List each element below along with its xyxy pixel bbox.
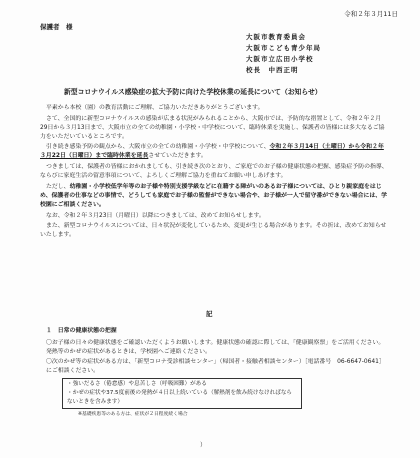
footnote: ※基礎疾患等のある方は、症状が２日程度続く場合	[78, 412, 188, 418]
text-run: ただし、	[46, 183, 70, 190]
cut-off-fragment: ）	[200, 442, 207, 449]
addressee: 保護者 様	[40, 23, 73, 31]
issue-date: 令和２年３月11日	[344, 10, 398, 18]
closure-period: 令和２年３月14日（土曜日）から令和２年３月22日（日曜日）まで臨時休業を延長	[40, 144, 384, 160]
document-title: 新型コロナウイルス感染症の拡大予防に向けた学校休業の延長について（お知らせ）	[64, 88, 322, 96]
principal-name: 校長 中西正明	[246, 66, 299, 74]
notice-body	[40, 104, 388, 242]
list-item: 〇次のかぜ等の症状がある方は、「新型コロナ受診相談センター」（帰国者・接触者相談センター）［電話番号 06-6647-0641］にご相談ください。	[46, 359, 385, 375]
symptom-box	[62, 378, 302, 409]
special-needs-notice: 幼稚園・小学校低学年等のお子様や特別支援学級などに在籍する障がいのあるお子様については、ひとり親家庭をはじめ、保護者の仕事などの事情で、どうしても家庭でお子様の監督ができない場合や、お子様が一人で留守番ができない場合には、学校園にご相談ください。	[40, 183, 388, 208]
list-item: 〇お子様の日々の健康状態をご確認いただくようお願いします。健康状態の確認に際しては、「健康観察票」をご活用ください。発熱等のかぜの症状があるときは、学校園へご連絡ください。	[46, 340, 385, 356]
symptom-line: ・かぜの症状や37.5度前後の発熱が４日以上続いている（解熱剤を飲み続けなければならないときを含みます）	[67, 390, 293, 405]
section-health-check	[46, 327, 388, 419]
paragraph	[40, 183, 388, 210]
paragraph: また、新型コロナウイルスについては、日々状況が変化しているため、変更が生じる場合があります。その折は、改めてお知らせいたします。	[40, 223, 387, 239]
paragraph	[40, 143, 388, 161]
paragraph: つきましては、保護者の皆様におかれましても、引き続き次のとおり、ご家庭でのお子様の健康状態の把握、感染症予防の指導、ならびに家庭生活の留意事項について、よろしくご理解ご協力を重ねてお願い申しあげます。	[40, 164, 388, 180]
ki-heading: 記	[206, 310, 213, 318]
sender-block	[246, 32, 321, 76]
text-run: 引き続き感染予防の観点から、大阪市立の全ての幼稚園・小学校・中学校について、	[46, 144, 270, 151]
section-heading: １ 日常の健康状態の把握	[46, 328, 117, 334]
text-run: させていただきます。	[148, 153, 207, 160]
paragraph: さて、全国的に新型コロナウイルスの感染が広まる状況がみられることから、大阪市では、予防的な措置として、令和２年２月29日から３月13日まで、大阪市立の全ての幼稚園・小学校・中学校について、臨時休業を実施し、保護者の皆様には多大なるご協力をいただいているところです。	[40, 115, 385, 140]
paragraph: 平素から本校（園）の教育活動にご理解、ご協力いただきありがとうございます。	[46, 105, 264, 111]
sender-line: 大阪市立広田小学校	[246, 55, 314, 63]
paragraph: なお、令和２年３月23日（月曜日）以降につきましては、改めてお知らせします。	[46, 212, 265, 219]
sender-line: 大阪市教育委員会	[246, 33, 306, 41]
sender-line: 大阪市こども青少年局	[246, 44, 321, 52]
symptom-line: ・強いだるさ（倦怠感）や息苦しさ（呼吸困難）がある	[67, 381, 207, 388]
